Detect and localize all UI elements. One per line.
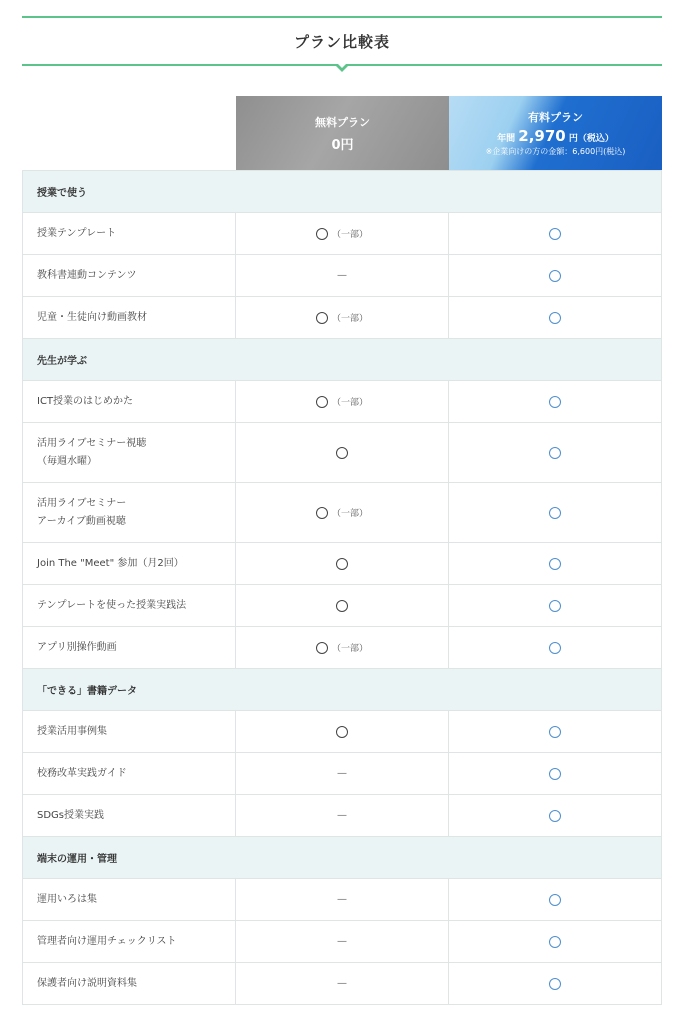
plan-headers (236, 96, 662, 170)
table-row (23, 794, 661, 836)
table-row (23, 626, 661, 668)
feature-name (23, 921, 236, 962)
paid-plan-cell (449, 297, 661, 338)
section-row (23, 668, 661, 710)
circle-icon (549, 396, 561, 408)
circle-icon (549, 978, 561, 990)
page-title: プラン比較表 (293, 32, 390, 51)
table-row (23, 422, 661, 482)
circle-icon (549, 894, 561, 906)
comparison-table (22, 170, 662, 1005)
dash-label: — (337, 810, 347, 821)
free-plan-cell (236, 795, 449, 836)
free-plan-cell (236, 543, 449, 584)
free-plan-cell (236, 879, 449, 920)
free-plan-cell (236, 297, 449, 338)
feature-line: 授業テンプレート (37, 227, 117, 239)
table-row (23, 380, 661, 422)
feature-name (23, 711, 236, 752)
feature-name (23, 879, 236, 920)
paid-plan-cell (449, 963, 661, 1004)
dash-label: — (337, 936, 347, 947)
section-row (23, 170, 661, 212)
dash-label: — (337, 894, 347, 905)
feature-line: 校務改革実践ガイド (37, 767, 127, 779)
partial-label: （一部） (331, 314, 368, 324)
feature-name (23, 627, 236, 668)
free-plan-cell (236, 255, 449, 296)
paid-plan-price-prefix: 年間 (497, 134, 516, 144)
paid-plan-cell (449, 483, 661, 542)
table-row (23, 542, 661, 584)
dash-label: — (337, 270, 347, 281)
circle-icon (316, 507, 328, 519)
feature-name (23, 543, 236, 584)
circle-icon (549, 768, 561, 780)
paid-plan-cell (449, 921, 661, 962)
section-title: 端末の運用・管理 (37, 854, 117, 865)
free-plan-cell (236, 711, 449, 752)
feature-line: Join The "Meet" 参加（月2回） (37, 557, 184, 569)
free-plan-cell (236, 423, 449, 482)
circle-icon (316, 396, 328, 408)
circle-icon (549, 558, 561, 570)
paid-plan-note: ※企業向けの方の金額：6,600円(税込) (485, 147, 626, 156)
free-plan-cell (236, 921, 449, 962)
feature-name (23, 753, 236, 794)
feature-name (23, 585, 236, 626)
feature-line: 運用いろは集 (37, 893, 97, 905)
paid-plan-cell (449, 213, 661, 254)
paid-plan-cell (449, 381, 661, 422)
circle-icon (549, 936, 561, 948)
partial-label: （一部） (331, 398, 368, 408)
feature-name (23, 963, 236, 1004)
free-plan-cell (236, 585, 449, 626)
paid-plan-name: 有料プラン (528, 111, 583, 124)
feature-name (23, 297, 236, 338)
paid-plan-cell (449, 423, 661, 482)
partial-label: （一部） (331, 230, 368, 240)
circle-icon (336, 447, 348, 459)
feature-name (23, 213, 236, 254)
feature-line: 活用ライブセミナー視聴 (37, 437, 147, 449)
feature-line: 保護者向け説明資料集 (37, 977, 137, 989)
partial-label: （一部） (331, 509, 368, 519)
paid-plan-price (497, 127, 614, 145)
circle-icon (549, 507, 561, 519)
feature-line: 授業活用事例集 (37, 725, 107, 737)
feature-line: 児童・生徒向け動画教材 (37, 311, 147, 323)
feature-name (23, 423, 236, 482)
free-plan-cell (236, 627, 449, 668)
feature-line: テンプレートを使った授業実践法 (37, 599, 187, 611)
feature-line: 教科書連動コンテンツ (37, 269, 137, 281)
free-plan-name: 無料プラン (315, 115, 370, 129)
paid-plan-cell (449, 795, 661, 836)
paid-plan-header (449, 96, 662, 170)
feature-line: SDGs授業実践 (37, 809, 105, 821)
feature-line: アプリ別操作動画 (37, 641, 117, 653)
feature-name (23, 381, 236, 422)
feature-line: （毎週水曜） (37, 455, 97, 467)
table-row (23, 920, 661, 962)
table-row (23, 584, 661, 626)
paid-plan-cell (449, 753, 661, 794)
feature-name (23, 795, 236, 836)
table-row (23, 254, 661, 296)
feature-line: ICT授業のはじめかた (37, 395, 134, 407)
circle-icon (336, 726, 348, 738)
circle-icon (549, 642, 561, 654)
feature-name (23, 255, 236, 296)
section-row (23, 338, 661, 380)
paid-plan-cell (449, 711, 661, 752)
circle-icon (549, 726, 561, 738)
table-row (23, 296, 661, 338)
circle-icon (316, 228, 328, 240)
partial-label: （一部） (331, 644, 368, 654)
feature-name (23, 483, 236, 542)
section-title: 先生が学ぶ (37, 356, 87, 367)
feature-line: 活用ライブセミナー (37, 497, 127, 509)
free-plan-cell (236, 381, 449, 422)
dash-label: — (337, 768, 347, 779)
free-plan-cell (236, 753, 449, 794)
header-notch-icon (335, 65, 349, 72)
circle-icon (316, 312, 328, 324)
section-title: 授業で使う (37, 188, 87, 199)
free-plan-cell (236, 963, 449, 1004)
feature-line: 管理者向け運用チェックリスト (37, 935, 177, 947)
circle-icon (549, 447, 561, 459)
paid-plan-price-suffix: 円（税込） (568, 134, 614, 144)
feature-line: アーカイブ動画視聴 (37, 515, 126, 527)
section-row (23, 836, 661, 878)
paid-plan-cell (449, 879, 661, 920)
free-plan-cell (236, 213, 449, 254)
free-plan-cell (236, 483, 449, 542)
table-row (23, 962, 661, 1004)
circle-icon (316, 642, 328, 654)
table-row (23, 752, 661, 794)
paid-plan-cell (449, 543, 661, 584)
paid-plan-cell (449, 627, 661, 668)
circle-icon (549, 312, 561, 324)
circle-icon (549, 270, 561, 282)
paid-plan-cell (449, 255, 661, 296)
dash-label: — (337, 978, 347, 989)
table-row (23, 710, 661, 752)
table-row (23, 212, 661, 254)
circle-icon (549, 600, 561, 612)
table-row (23, 878, 661, 920)
paid-plan-price-amount: 2,970 (518, 127, 566, 145)
free-plan-price: 0円 (331, 137, 354, 153)
circle-icon (549, 228, 561, 240)
circle-icon (549, 810, 561, 822)
section-title: 「できる」書籍データ (37, 686, 137, 697)
circle-icon (336, 558, 348, 570)
comparison-header (22, 16, 662, 66)
circle-icon (336, 600, 348, 612)
free-plan-header (236, 96, 449, 170)
paid-plan-cell (449, 585, 661, 626)
table-row (23, 482, 661, 542)
